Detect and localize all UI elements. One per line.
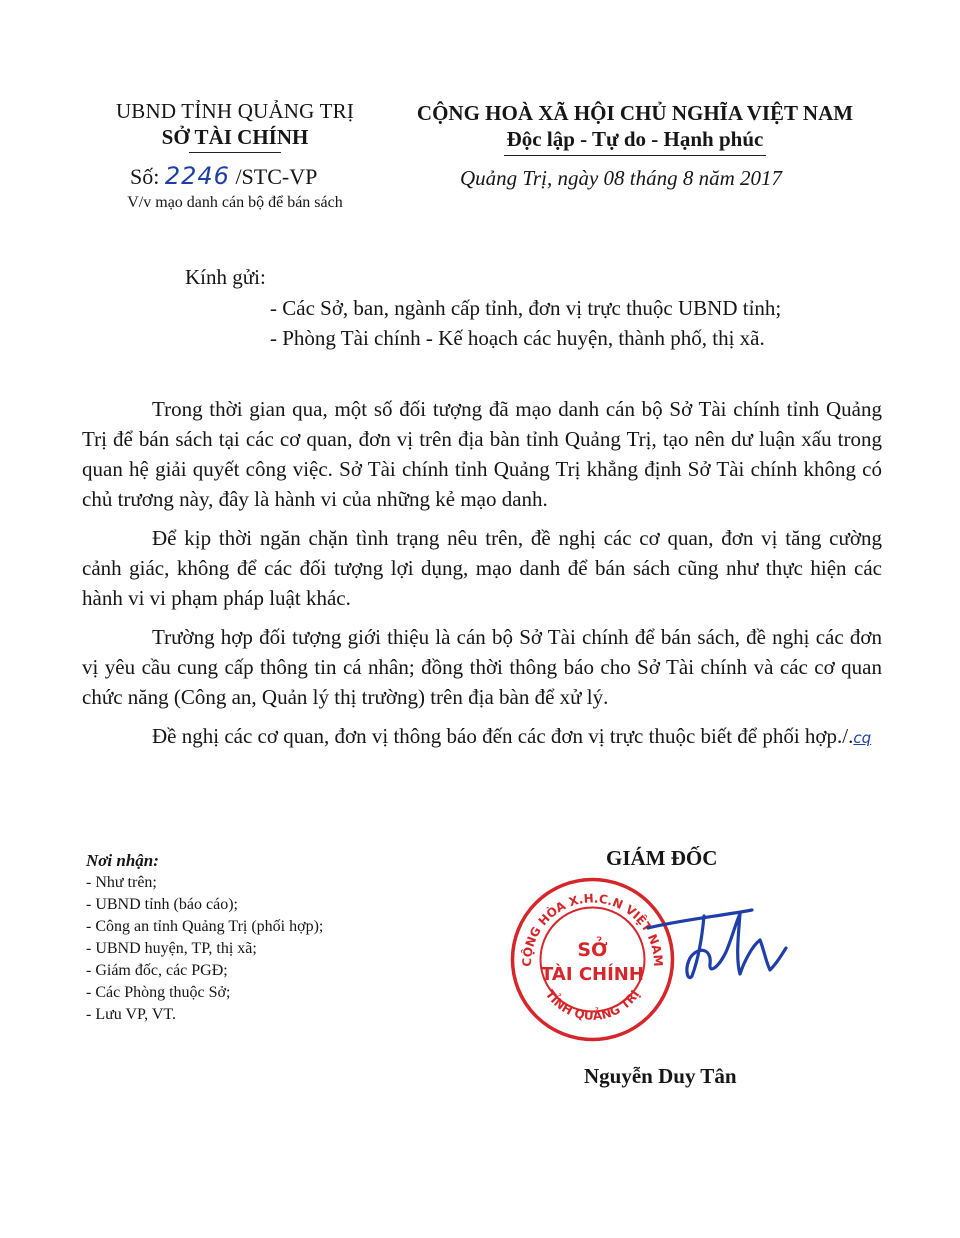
- distribution-title: Nơi nhận:: [86, 851, 159, 870]
- signer-name: Nguyễn Duy Tân: [584, 1064, 737, 1088]
- body-paragraph-1: Trong thời gian qua, một số đối tượng đã mạo danh cán bộ Sở Tài chính tỉnh Quảng Trị để bán sách tại các cơ quan, đơn vị trên địa bàn tỉnh Quảng Trị, tạo nên dư luận xấu trong quan hệ giải quyết công việc. Sở Tài chính tỉnh Quảng Trị khẳng định Sở Tài chính không có chủ trương này, đây là hành vi của những kẻ mạo danh.: [82, 397, 882, 511]
- distribution-item: - Công an tỉnh Quảng Trị (phối hợp);: [86, 918, 324, 935]
- body-paragraph-4: [82, 721, 882, 753]
- doc-number-suffix: /STC-VP: [235, 164, 318, 189]
- motto-underline: [504, 155, 766, 156]
- distribution-item: - Các Phòng thuộc Sở;: [86, 984, 231, 1001]
- distribution-item: - Như trên;: [86, 874, 157, 891]
- doc-number-handwritten: 2246: [164, 162, 230, 190]
- national-motto: Độc lập - Tự do - Hạnh phúc: [506, 127, 764, 151]
- body-paragraph-4-text: Đề nghị các cơ quan, đơn vị thông báo đến các đơn vị trực thuộc biết để phối hợp./.: [152, 724, 854, 748]
- distribution-list: [86, 850, 323, 1026]
- distribution-item: - Lưu VP, VT.: [86, 1006, 177, 1023]
- distribution-item: - UBND huyện, TP, thị xã;: [86, 940, 257, 957]
- signer-title: GIÁM ĐỐC: [606, 846, 718, 870]
- department-underline: [189, 152, 281, 153]
- recipient-list: [270, 293, 781, 353]
- body-paragraph-2: Để kịp thời ngăn chặn tình trạng nêu trên, đề nghị các cơ quan, đơn vị tăng cường cảnh giác, không để các đối tượng lợi dụng, mạo danh để bán sách cũng như thực hiện các hành vi vi phạm pháp luật khác.: [82, 526, 882, 610]
- place-date: Quảng Trị, ngày 08 tháng 8 năm 2017: [460, 166, 783, 190]
- recipient-item: - Các Sở, ban, ngành cấp tỉnh, đơn vị trực thuộc UBND tỉnh;: [270, 296, 782, 320]
- greeting: Kính gửi:: [185, 265, 266, 289]
- stamp-center-line-1: SỞ: [577, 939, 608, 961]
- recipient-item: - Phòng Tài chính - Kế hoạch các huyện, thành phố, thị xã.: [270, 326, 765, 350]
- body-paragraph-3: Trường hợp đối tượng giới thiệu là cán bộ Sở Tài chính để bán sách, đề nghị các đơn vị yêu cầu cung cấp thông tin cá nhân; đồng thời thông báo cho Sở Tài chính và các cơ quan chức năng (Công an, Quản lý thị trường) trên địa bàn để xử lý.: [82, 625, 882, 709]
- distribution-item: - Giám đốc, các PGĐ;: [86, 962, 228, 979]
- handwritten-signature: [640, 898, 790, 988]
- distribution-item: - UBND tỉnh (báo cáo);: [86, 896, 238, 913]
- document-number: [130, 162, 317, 191]
- handwritten-initials: cq: [853, 729, 872, 747]
- agency-name: UBND TỈNH QUẢNG TRỊ: [115, 99, 355, 123]
- letter-body: [82, 394, 882, 762]
- issuing-agency-block: [80, 98, 390, 153]
- stamp-ring-text: CỘNG HÒA X.H.C.N VIỆT NAM: [519, 891, 666, 967]
- national-header: [395, 100, 875, 156]
- stamp-bottom-text: TỈNH QUẢNG TRỊ: [542, 987, 643, 1024]
- distribution-items: [86, 872, 323, 1026]
- department-name: SỞ TÀI CHÍNH: [161, 125, 309, 149]
- stamp-center-line-2: TÀI CHÍNH: [541, 964, 644, 985]
- doc-number-prefix: Số:: [130, 164, 160, 189]
- nation-name: CỘNG HOÀ XÃ HỘI CHỦ NGHĨA VIỆT NAM: [416, 101, 854, 125]
- document-subject: V/v mạo danh cán bộ để bán sách: [127, 194, 343, 211]
